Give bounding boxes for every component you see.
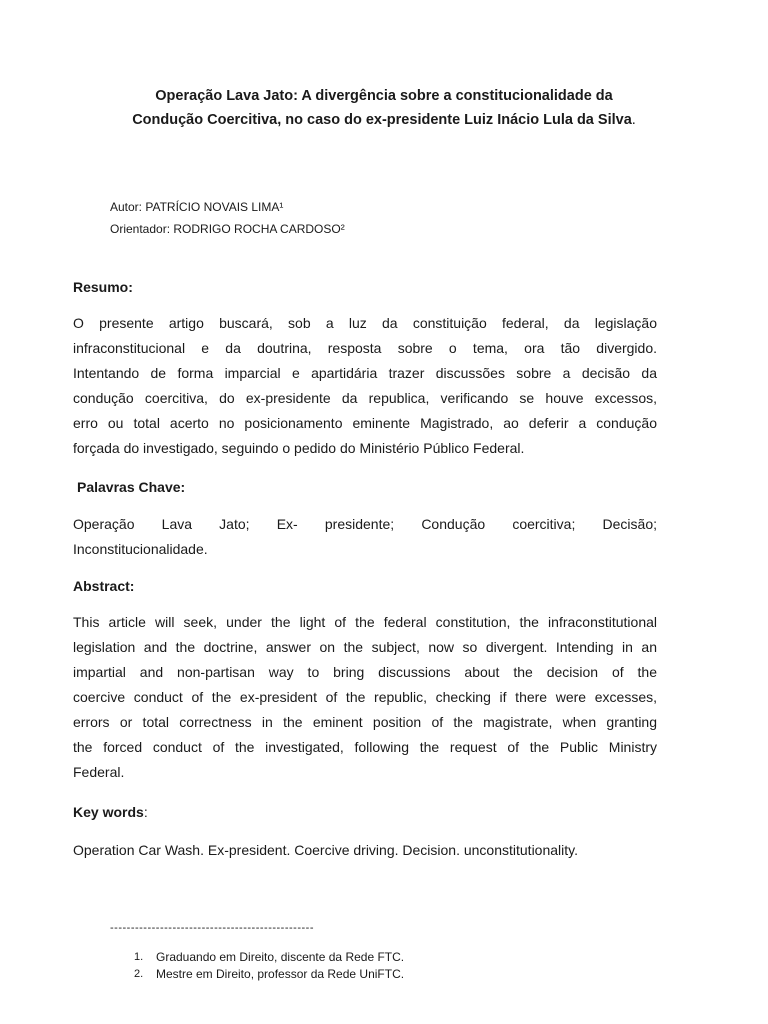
document-title [60, 84, 708, 132]
resumo-heading: Resumo: [73, 279, 133, 295]
abstract-line: errors or total correctness in the eminent position of the magistrate, when granting [73, 714, 657, 730]
title-line-2: Condução Coercitiva, no caso do ex-presidente Luiz Inácio Lula da Silva. [132, 112, 636, 128]
abstract-line: the forced conduct of the investigated, following the request of the Public Ministry [73, 739, 657, 755]
resumo-paragraph [73, 311, 657, 461]
footnote-item [134, 966, 404, 983]
footnote-item [134, 949, 404, 966]
author-block [110, 196, 345, 240]
author-line: Autor: PATRÍCIO NOVAIS LIMA¹ [110, 200, 284, 214]
footnote-text: Mestre em Direito, professor da Rede UniFTC. [156, 967, 405, 981]
palavras-chave-heading: Palavras Chave: [77, 479, 186, 495]
title-line-1: Operação Lava Jato: A divergência sobre a constitucionalidade da [155, 88, 613, 104]
resumo-line: erro ou total acerto no posicionamento eminente Magistrado, ao deferir a condução [73, 415, 657, 431]
footnote-separator: ------------------------------------------------- [110, 922, 314, 934]
palavras-chave-line: Operação Lava Jato; Ex- presidente; Condução coercitiva; Decisão; [73, 516, 657, 532]
key-words-label: Key words [73, 804, 144, 820]
abstract-line: Federal. [73, 764, 125, 780]
footnote-number: 1. [134, 951, 144, 963]
key-words-heading [73, 802, 148, 822]
footnote-text: Graduando em Direito, discente da Rede FTC. [156, 950, 405, 964]
resumo-line: condução coercitiva, do ex-presidente da republica, verificando se houve excessos, [73, 390, 657, 406]
footnote-number: 2. [134, 968, 144, 980]
key-words-text: Operation Car Wash. Ex-president. Coercive driving. Decision. unconstitutionality. [73, 842, 578, 858]
resumo-line: infraconstitucional e da doutrina, resposta sobre o tema, ora tão divergido. [73, 340, 657, 356]
abstract-line: coercive conduct of the ex-president of the republic, checking if there were excesses, [73, 689, 657, 705]
footnotes [134, 949, 404, 983]
abstract-heading: Abstract: [73, 578, 135, 594]
resumo-line: Intentando de forma imparcial e apartidária trazer discussões sobre a decisão da [73, 365, 657, 381]
abstract-line: impartial and non-partisan way to bring discussions about the decision of the [73, 664, 657, 680]
advisor-line: Orientador: RODRIGO ROCHA CARDOSO² [110, 222, 345, 236]
abstract-line: This article will seek, under the light of the federal constitution, the infraconstitutional [73, 614, 657, 630]
resumo-line: forçada do investigado, seguindo o pedido do Ministério Público Federal. [73, 440, 525, 456]
palavras-chave-line: Inconstitucionalidade. [73, 541, 208, 557]
palavras-chave-paragraph [73, 512, 657, 562]
resumo-line: O presente artigo buscará, sob a luz da constituição federal, da legislação [73, 315, 657, 331]
key-words-colon: : [143, 804, 148, 820]
abstract-paragraph [73, 610, 657, 785]
abstract-line: legislation and the doctrine, answer on the subject, now so divergent. Intending in an [73, 639, 657, 655]
